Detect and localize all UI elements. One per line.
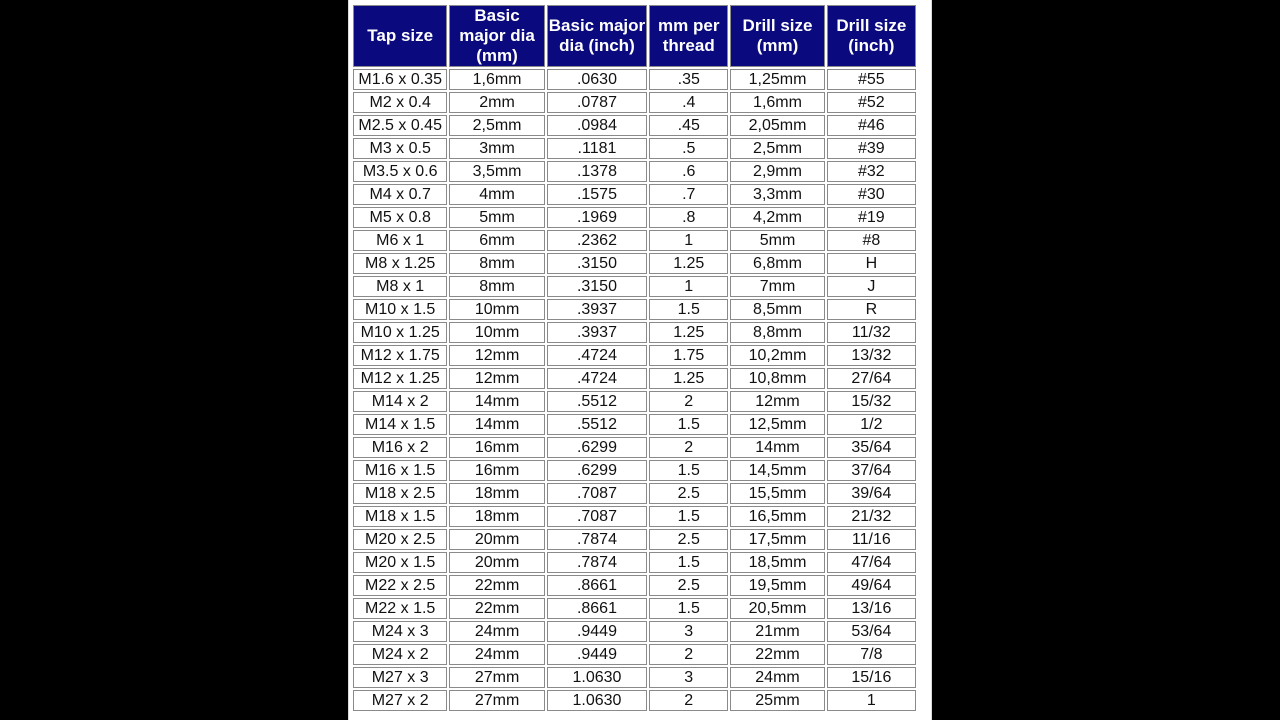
cell-major-dia-inch: .3937 [547,322,647,343]
cell-mm-per-thread: 2 [649,644,728,665]
cell-major-dia-inch: .0984 [547,115,647,136]
cell-drill-size-mm: 14mm [730,437,824,458]
cell-major-dia-mm: 20mm [449,552,544,573]
cell-drill-size-inch: 15/32 [827,391,916,412]
cell-mm-per-thread: 3 [649,621,728,642]
cell-tap-size: M22 x 1.5 [353,598,447,619]
cell-major-dia-mm: 5mm [449,207,544,228]
cell-mm-per-thread: .5 [649,138,728,159]
cell-drill-size-mm: 2,05mm [730,115,824,136]
table-row [353,391,916,412]
cell-major-dia-mm: 10mm [449,322,544,343]
table-row [353,230,916,251]
cell-tap-size: M8 x 1.25 [353,253,447,274]
cell-drill-size-mm: 2,5mm [730,138,824,159]
cell-major-dia-inch: .3937 [547,299,647,320]
cell-tap-size: M1.6 x 0.35 [353,69,447,90]
cell-drill-size-inch: 1/2 [827,414,916,435]
cell-drill-size-inch: 13/32 [827,345,916,366]
cell-drill-size-inch: 53/64 [827,621,916,642]
cell-tap-size: M2 x 0.4 [353,92,447,113]
cell-drill-size-inch: 21/32 [827,506,916,527]
cell-drill-size-inch: #46 [827,115,916,136]
cell-major-dia-mm: 2mm [449,92,544,113]
table-row [353,460,916,481]
cell-drill-size-inch: 47/64 [827,552,916,573]
table-row [353,621,916,642]
cell-mm-per-thread: .8 [649,207,728,228]
header-drill-size-mm: Drill size (mm) [730,5,824,67]
table-row [353,322,916,343]
cell-drill-size-inch: 1 [827,690,916,711]
cell-mm-per-thread: .35 [649,69,728,90]
cell-drill-size-inch: 15/16 [827,667,916,688]
cell-major-dia-mm: 6mm [449,230,544,251]
cell-major-dia-inch: .7087 [547,506,647,527]
cell-major-dia-inch: 1.0630 [547,667,647,688]
header-major-dia-inch: Basic major dia (inch) [547,5,647,67]
cell-major-dia-mm: 16mm [449,437,544,458]
cell-mm-per-thread: 2 [649,690,728,711]
cell-major-dia-mm: 14mm [449,391,544,412]
table-row [353,552,916,573]
cell-drill-size-inch: 11/32 [827,322,916,343]
cell-major-dia-mm: 10mm [449,299,544,320]
cell-drill-size-inch: 27/64 [827,368,916,389]
cell-mm-per-thread: 2.5 [649,483,728,504]
tap-drill-chart-sheet [348,0,932,720]
table-body [353,69,916,711]
cell-major-dia-inch: .1378 [547,161,647,182]
cell-tap-size: M24 x 3 [353,621,447,642]
cell-mm-per-thread: 1.5 [649,506,728,527]
cell-tap-size: M20 x 1.5 [353,552,447,573]
cell-major-dia-mm: 18mm [449,483,544,504]
cell-mm-per-thread: 1.5 [649,552,728,573]
cell-drill-size-mm: 24mm [730,667,824,688]
cell-drill-size-mm: 15,5mm [730,483,824,504]
cell-major-dia-mm: 8mm [449,253,544,274]
cell-major-dia-mm: 3,5mm [449,161,544,182]
cell-drill-size-inch: #32 [827,161,916,182]
cell-drill-size-inch: 13/16 [827,598,916,619]
header-tap-size: Tap size [353,5,447,67]
cell-drill-size-inch: #19 [827,207,916,228]
cell-major-dia-mm: 12mm [449,368,544,389]
cell-major-dia-mm: 14mm [449,414,544,435]
cell-mm-per-thread: .4 [649,92,728,113]
cell-drill-size-mm: 10,8mm [730,368,824,389]
cell-drill-size-inch: #30 [827,184,916,205]
cell-major-dia-mm: 24mm [449,644,544,665]
cell-major-dia-inch: .1969 [547,207,647,228]
table-row [353,276,916,297]
cell-mm-per-thread: 2.5 [649,575,728,596]
cell-major-dia-mm: 3mm [449,138,544,159]
cell-major-dia-mm: 16mm [449,460,544,481]
cell-drill-size-mm: 14,5mm [730,460,824,481]
cell-drill-size-mm: 10,2mm [730,345,824,366]
cell-tap-size: M4 x 0.7 [353,184,447,205]
table-row [353,667,916,688]
cell-major-dia-inch: .6299 [547,460,647,481]
cell-drill-size-mm: 4,2mm [730,207,824,228]
cell-tap-size: M12 x 1.25 [353,368,447,389]
cell-drill-size-mm: 16,5mm [730,506,824,527]
cell-major-dia-inch: .5512 [547,391,647,412]
cell-mm-per-thread: .6 [649,161,728,182]
cell-major-dia-inch: .9449 [547,644,647,665]
cell-drill-size-mm: 8,8mm [730,322,824,343]
cell-major-dia-inch: .6299 [547,437,647,458]
cell-drill-size-mm: 7mm [730,276,824,297]
table-row [353,115,916,136]
cell-drill-size-inch: #52 [827,92,916,113]
cell-mm-per-thread: 1.5 [649,414,728,435]
cell-major-dia-mm: 18mm [449,506,544,527]
cell-major-dia-inch: .7087 [547,483,647,504]
cell-tap-size: M14 x 1.5 [353,414,447,435]
cell-tap-size: M22 x 2.5 [353,575,447,596]
cell-mm-per-thread: 2.5 [649,529,728,550]
table-row [353,299,916,320]
table-row [353,253,916,274]
table-row [353,69,916,90]
cell-major-dia-inch: .8661 [547,598,647,619]
cell-tap-size: M16 x 2 [353,437,447,458]
cell-drill-size-inch: 11/16 [827,529,916,550]
cell-major-dia-mm: 22mm [449,575,544,596]
cell-major-dia-inch: .7874 [547,552,647,573]
table-row [353,345,916,366]
cell-tap-size: M27 x 3 [353,667,447,688]
cell-drill-size-inch: 49/64 [827,575,916,596]
cell-tap-size: M10 x 1.5 [353,299,447,320]
cell-drill-size-inch: 37/64 [827,460,916,481]
cell-drill-size-mm: 6,8mm [730,253,824,274]
table-row [353,690,916,711]
cell-mm-per-thread: 1.5 [649,460,728,481]
table-row [353,529,916,550]
cell-tap-size: M5 x 0.8 [353,207,447,228]
cell-mm-per-thread: 3 [649,667,728,688]
table-row [353,92,916,113]
cell-mm-per-thread: 1.25 [649,253,728,274]
cell-major-dia-mm: 22mm [449,598,544,619]
cell-drill-size-mm: 5mm [730,230,824,251]
cell-tap-size: M12 x 1.75 [353,345,447,366]
table-row [353,414,916,435]
cell-tap-size: M14 x 2 [353,391,447,412]
cell-mm-per-thread: .7 [649,184,728,205]
cell-drill-size-mm: 19,5mm [730,575,824,596]
cell-mm-per-thread: 2 [649,437,728,458]
cell-tap-size: M20 x 2.5 [353,529,447,550]
cell-major-dia-inch: .3150 [547,253,647,274]
cell-drill-size-inch: 35/64 [827,437,916,458]
cell-major-dia-inch: .4724 [547,345,647,366]
cell-major-dia-inch: .9449 [547,621,647,642]
header-drill-size-inch: Drill size (inch) [827,5,916,67]
cell-drill-size-mm: 18,5mm [730,552,824,573]
cell-tap-size: M3.5 x 0.6 [353,161,447,182]
table-row [353,184,916,205]
table-row [353,506,916,527]
cell-mm-per-thread: 1 [649,230,728,251]
cell-drill-size-mm: 8,5mm [730,299,824,320]
cell-major-dia-inch: .4724 [547,368,647,389]
table-row [353,483,916,504]
cell-major-dia-inch: .1181 [547,138,647,159]
table-row [353,161,916,182]
cell-drill-size-mm: 12mm [730,391,824,412]
table-row [353,598,916,619]
cell-mm-per-thread: 1 [649,276,728,297]
cell-major-dia-mm: 2,5mm [449,115,544,136]
cell-major-dia-mm: 24mm [449,621,544,642]
cell-major-dia-inch: .8661 [547,575,647,596]
table-row [353,207,916,228]
table-row [353,368,916,389]
cell-tap-size: M10 x 1.25 [353,322,447,343]
cell-drill-size-mm: 1,25mm [730,69,824,90]
cell-tap-size: M16 x 1.5 [353,460,447,481]
header-mm-per-thread: mm per thread [649,5,728,67]
cell-major-dia-mm: 27mm [449,667,544,688]
cell-drill-size-inch: #8 [827,230,916,251]
cell-tap-size: M18 x 1.5 [353,506,447,527]
cell-tap-size: M2.5 x 0.45 [353,115,447,136]
cell-mm-per-thread: .45 [649,115,728,136]
cell-tap-size: M8 x 1 [353,276,447,297]
cell-tap-size: M6 x 1 [353,230,447,251]
cell-major-dia-inch: 1.0630 [547,690,647,711]
header-major-dia-mm: Basic major dia (mm) [449,5,544,67]
cell-drill-size-mm: 3,3mm [730,184,824,205]
cell-drill-size-mm: 17,5mm [730,529,824,550]
cell-major-dia-inch: .7874 [547,529,647,550]
cell-mm-per-thread: 1.75 [649,345,728,366]
cell-drill-size-inch: R [827,299,916,320]
cell-drill-size-mm: 2,9mm [730,161,824,182]
cell-tap-size: M24 x 2 [353,644,447,665]
cell-major-dia-mm: 27mm [449,690,544,711]
cell-drill-size-mm: 22mm [730,644,824,665]
table-row [353,437,916,458]
cell-tap-size: M3 x 0.5 [353,138,447,159]
cell-major-dia-mm: 12mm [449,345,544,366]
cell-mm-per-thread: 1.5 [649,299,728,320]
cell-drill-size-inch: #55 [827,69,916,90]
cell-mm-per-thread: 1.25 [649,322,728,343]
cell-drill-size-mm: 25mm [730,690,824,711]
cell-major-dia-mm: 20mm [449,529,544,550]
table-header-row [353,5,916,67]
cell-drill-size-mm: 12,5mm [730,414,824,435]
cell-major-dia-inch: .3150 [547,276,647,297]
cell-mm-per-thread: 1.25 [649,368,728,389]
cell-drill-size-inch: #39 [827,138,916,159]
cell-drill-size-mm: 1,6mm [730,92,824,113]
table-row [353,575,916,596]
cell-major-dia-inch: .2362 [547,230,647,251]
cell-drill-size-inch: J [827,276,916,297]
table-row [353,138,916,159]
cell-tap-size: M27 x 2 [353,690,447,711]
cell-tap-size: M18 x 2.5 [353,483,447,504]
cell-major-dia-inch: .0630 [547,69,647,90]
cell-drill-size-inch: 39/64 [827,483,916,504]
cell-major-dia-mm: 1,6mm [449,69,544,90]
cell-mm-per-thread: 2 [649,391,728,412]
cell-mm-per-thread: 1.5 [649,598,728,619]
cell-major-dia-inch: .5512 [547,414,647,435]
table-row [353,644,916,665]
cell-drill-size-mm: 21mm [730,621,824,642]
cell-drill-size-mm: 20,5mm [730,598,824,619]
tap-drill-size-table [351,3,918,713]
cell-drill-size-inch: H [827,253,916,274]
cell-major-dia-mm: 8mm [449,276,544,297]
cell-drill-size-inch: 7/8 [827,644,916,665]
cell-major-dia-mm: 4mm [449,184,544,205]
cell-major-dia-inch: .1575 [547,184,647,205]
cell-major-dia-inch: .0787 [547,92,647,113]
